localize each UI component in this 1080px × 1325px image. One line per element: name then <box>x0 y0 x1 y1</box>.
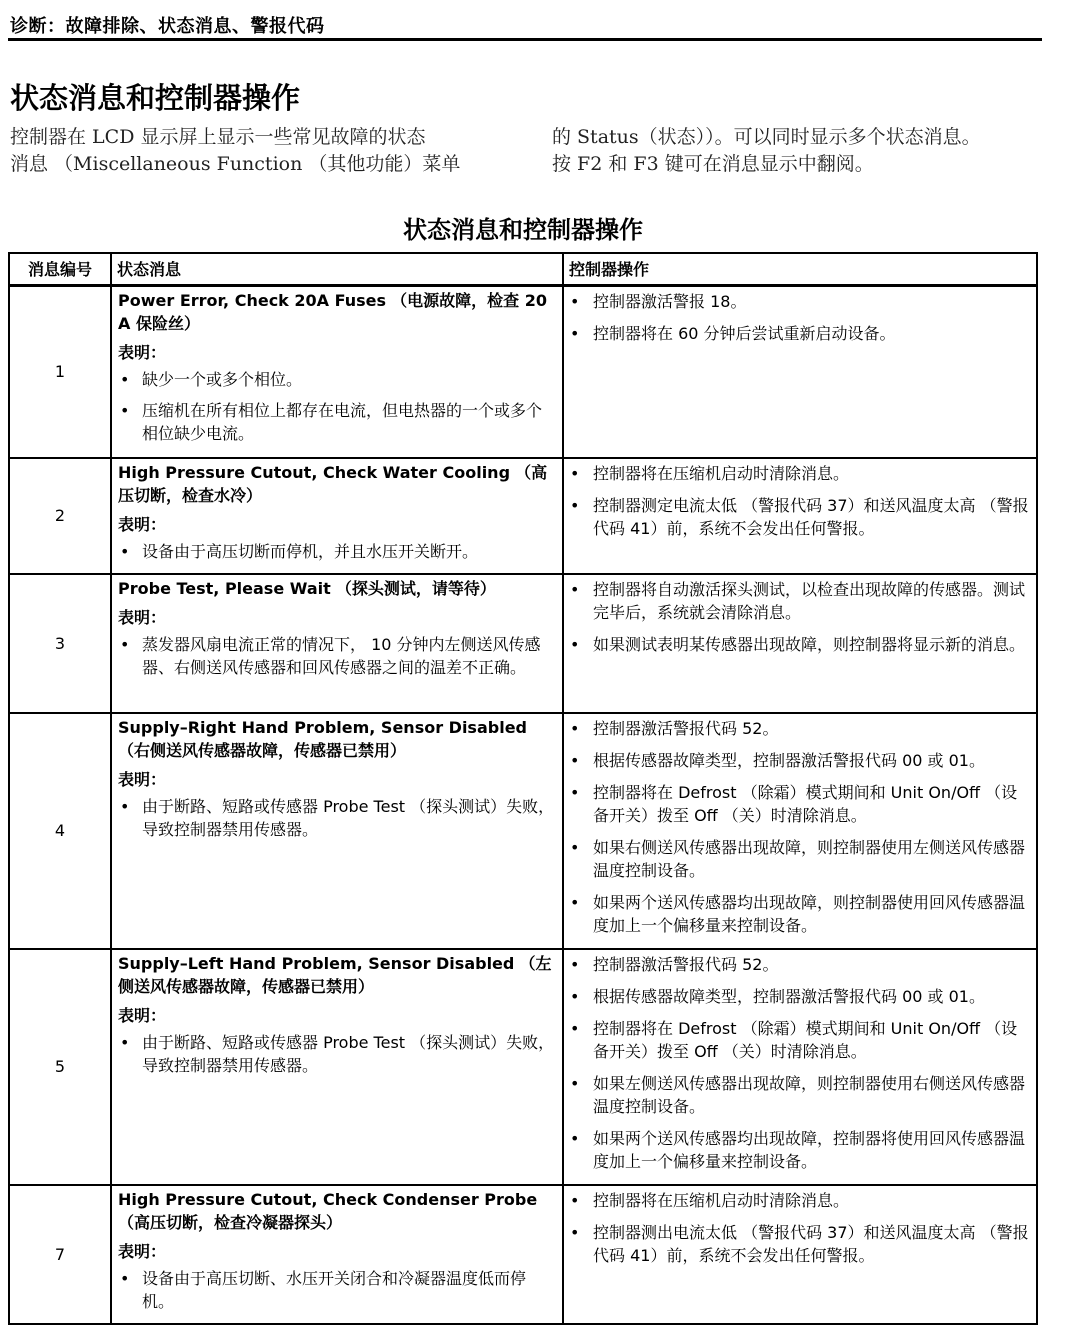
indication-item: • 由于断路、短路或传感器 Probe Test （探头测试）失败，导致控制器禁用传感器。 <box>118 795 556 841</box>
indication-item: • 压缩机在所有相位上都存在电流，但电热器的一个或多个相位缺少电流。 <box>118 399 556 445</box>
action-item: • 控制器将在 60 分钟后尝试重新启动设备。 <box>568 322 1032 345</box>
indication-item: • 缺少一个或多个相位。 <box>118 368 556 391</box>
action-item: • 如果右侧送风传感器出现故障，则控制器使用左侧送风传感器温度控制设备。 <box>568 836 1032 882</box>
indication-list <box>118 795 556 841</box>
status-message-cell <box>111 1185 563 1324</box>
indicates-label: 表明： <box>118 769 167 789</box>
indication-list <box>118 368 556 445</box>
section-header: 诊断：故障排除、状态消息、警报代码 <box>10 16 325 37</box>
indicates-label: 表明： <box>118 1005 167 1025</box>
indication-item: • 由于断路、短路或传感器 Probe Test （探头测试）失败，导致控制器禁用传感器。 <box>118 1031 556 1077</box>
intro-left-line-2: 消息 （Miscellaneous Function （其他功能）菜单 <box>10 153 461 175</box>
message-number: 5 <box>9 949 111 1185</box>
intro-right-line-2: 按 F2 和 F3 键可在消息显示中翻阅。 <box>552 153 874 175</box>
table-row <box>9 574 1037 713</box>
action-item: • 控制器将在 Defrost （除霜）模式期间和 Unit On/Off （设备开关）拨至 Off （关）时清除消息。 <box>568 781 1032 827</box>
action-list <box>568 578 1032 656</box>
intro-right-line-1: 的 Status（状态））。可以同时显示多个状态消息。 <box>552 126 981 148</box>
action-item: • 控制器激活警报代码 52。 <box>568 717 1032 740</box>
action-item: • 控制器将在压缩机启动时清除消息。 <box>568 1189 1032 1212</box>
action-list <box>568 1189 1032 1267</box>
table-row <box>9 286 1037 458</box>
status-message-chinese: （电源故障，检查 20 A 保险丝） <box>118 291 547 333</box>
status-message-english: High Pressure Cutout, Check Water Cooling <box>118 462 511 482</box>
action-item: • 如果两个送风传感器均出现故障，控制器将使用回风传感器温度加上一个偏移量来控制设备。 <box>568 1127 1032 1173</box>
column-header-number: 消息编号 <box>9 253 111 286</box>
controller-action-cell <box>563 286 1037 458</box>
status-message-english: Power Error, Check 20A Fuses <box>118 291 387 310</box>
table-header-row <box>9 253 1037 286</box>
action-item: • 控制器激活警报 18。 <box>568 290 1032 313</box>
indication-item: • 蒸发器风扇电流正常的情况下， 10 分钟内左侧送风传感器、右侧送风传感器和回风传感器之间的温差不正确。 <box>118 633 556 679</box>
action-item: • 控制器将自动激活探头测试，以检查出现故障的传感器。测试完毕后，系统就会清除消息。 <box>568 578 1032 624</box>
indication-list <box>118 1267 556 1313</box>
status-message-cell <box>111 286 563 458</box>
table-title: 状态消息和控制器操作 <box>403 216 643 244</box>
controller-action-cell <box>563 949 1037 1185</box>
action-item: • 如果测试表明某传感器出现故障，则控制器将显示新的消息。 <box>568 633 1032 656</box>
controller-action-cell <box>563 458 1037 574</box>
indication-list <box>118 633 556 679</box>
status-message-english: Supply–Left Hand Problem, Sensor Disabled <box>118 953 515 973</box>
action-list <box>568 717 1032 937</box>
indicates-label: 表明： <box>118 514 167 534</box>
page-title: 状态消息和控制器操作 <box>10 81 301 115</box>
indicates-label: 表明： <box>118 343 167 362</box>
column-header-message: 状态消息 <box>111 253 563 286</box>
controller-action-cell <box>563 713 1037 949</box>
status-message-english: Supply–Right Hand Problem, Sensor Disabled <box>118 717 527 737</box>
message-number: 2 <box>9 458 111 574</box>
indicates-label: 表明： <box>118 607 167 627</box>
status-message-cell <box>111 458 563 574</box>
action-item: • 如果两个送风传感器均出现故障，则控制器使用回风传感器温度加上一个偏移量来控制设备。 <box>568 891 1032 937</box>
status-message-table <box>8 252 1038 1325</box>
table-row <box>9 949 1037 1185</box>
action-item: • 控制器激活警报代码 52。 <box>568 953 1032 976</box>
table-row <box>9 458 1037 574</box>
status-message-cell <box>111 949 563 1185</box>
message-number: 7 <box>9 1185 111 1324</box>
action-item: • 控制器测定电流太低 （警报代码 37）和送风温度太高 （警报代码 41）前，系统不会发出任何警报。 <box>568 494 1032 540</box>
action-item: • 控制器测出电流太低 （警报代码 37）和送风温度太高 （警报代码 41）前，系统不会发出任何警报。 <box>568 1221 1032 1267</box>
action-list <box>568 290 1032 345</box>
action-list <box>568 953 1032 1173</box>
action-item: • 根据传感器故障类型，控制器激活警报代码 00 或 01。 <box>568 749 1032 772</box>
indication-list <box>118 540 556 563</box>
table-row <box>9 1185 1037 1324</box>
action-item: • 如果左侧送风传感器出现故障，则控制器使用右侧送风传感器温度控制设备。 <box>568 1072 1032 1118</box>
indication-item: • 设备由于高压切断、水压开关闭合和冷凝器温度低而停机。 <box>118 1267 556 1313</box>
status-message-english: High Pressure Cutout, Check Condenser Probe <box>118 1189 538 1209</box>
action-item: • 根据传感器故障类型，控制器激活警报代码 00 或 01。 <box>568 985 1032 1008</box>
status-message-english: Probe Test, Please Wait <box>118 578 331 598</box>
indication-list <box>118 1031 556 1077</box>
action-list <box>568 462 1032 540</box>
status-message-chinese: （右侧送风传感器故障，传感器已禁用） <box>118 740 407 760</box>
action-item: • 控制器将在 Defrost （除霜）模式期间和 Unit On/Off （设备开关）拨至 Off （关）时清除消息。 <box>568 1017 1032 1063</box>
message-number: 3 <box>9 574 111 713</box>
message-number: 1 <box>9 286 111 458</box>
status-message-chinese: （探头测试，请等待） <box>335 578 496 598</box>
status-message-chinese: （高压切断，检查水冷） <box>118 462 548 505</box>
status-message-chinese: （左侧送风传感器故障，传感器已禁用） <box>118 953 552 996</box>
controller-action-cell <box>563 574 1037 713</box>
intro-right <box>552 124 1042 178</box>
controller-action-cell <box>563 1185 1037 1324</box>
table-body <box>9 286 1037 1324</box>
action-item: • 控制器将在压缩机启动时清除消息。 <box>568 462 1032 485</box>
intro-left <box>10 124 510 178</box>
column-header-action: 控制器操作 <box>563 253 1037 286</box>
intro-left-line-1: 控制器在 LCD 显示屏上显示一些常见故障的状态 <box>10 126 426 148</box>
indication-item: • 设备由于高压切断而停机，并且水压开关断开。 <box>118 540 556 563</box>
status-message-cell <box>111 713 563 949</box>
status-message-chinese: （高压切断，检查冷凝器探头） <box>118 1212 343 1232</box>
table-row <box>9 713 1037 949</box>
status-message-cell <box>111 574 563 713</box>
message-number: 4 <box>9 713 111 949</box>
indicates-label: 表明： <box>118 1241 167 1261</box>
header-rule <box>8 38 1042 41</box>
